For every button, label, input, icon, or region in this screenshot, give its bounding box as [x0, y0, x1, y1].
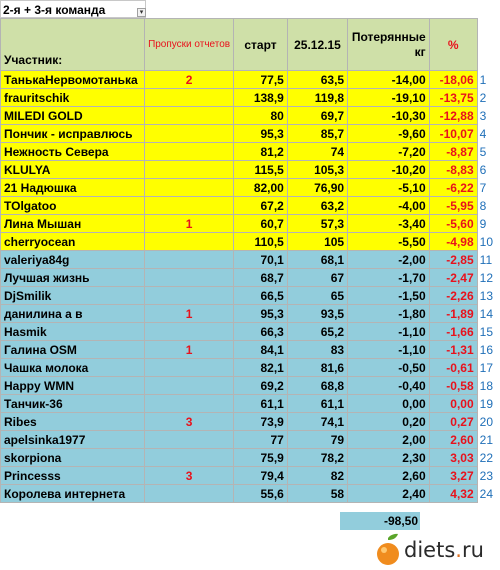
table-row — [1, 143, 500, 161]
header-date[interactable]: 25.12.15 — [287, 19, 347, 71]
cell-pct[interactable]: -2,47 — [429, 269, 477, 287]
watermark-tld: ru — [461, 538, 484, 562]
cell-start[interactable]: 77,5 — [234, 71, 288, 89]
cell-date[interactable]: 57,3 — [287, 215, 347, 233]
cell-pct[interactable]: -6,22 — [429, 179, 477, 197]
table-row — [1, 125, 500, 143]
table-row — [1, 449, 500, 467]
table-row — [1, 305, 500, 323]
cell-name[interactable]: Нежность Севера — [1, 143, 145, 161]
cell-date[interactable]: 81,6 — [287, 359, 347, 377]
cell-start[interactable]: 73,9 — [234, 413, 288, 431]
cell-lost[interactable]: -1,80 — [348, 305, 430, 323]
cell-rank[interactable]: 17 — [477, 359, 499, 377]
cell-start[interactable]: 60,7 — [234, 215, 288, 233]
cell-date[interactable]: 65 — [287, 287, 347, 305]
cell-name[interactable]: Пончик - исправлюсь — [1, 125, 145, 143]
cell-rank[interactable]: 24 — [477, 485, 499, 503]
watermark-text — [404, 538, 484, 562]
cell-date[interactable]: 119,8 — [287, 89, 347, 107]
cell-skips[interactable] — [145, 89, 234, 107]
header-pct[interactable]: % — [429, 19, 477, 71]
table-row — [1, 179, 500, 197]
cell-lost[interactable]: 2,40 — [348, 485, 430, 503]
cell-name[interactable]: Королева интернета — [1, 485, 145, 503]
cell-lost[interactable]: -9,60 — [348, 125, 430, 143]
cell-rank[interactable]: 15 — [477, 323, 499, 341]
header-skips[interactable]: Пропуски отчетов — [145, 19, 234, 71]
watermark-dot: . — [455, 538, 462, 562]
table-row — [1, 269, 500, 287]
cell-name[interactable]: данилина а в — [1, 305, 145, 323]
cell-start[interactable]: 68,7 — [234, 269, 288, 287]
cell-lost[interactable]: -19,10 — [348, 89, 430, 107]
cell-pct[interactable]: -12,88 — [429, 107, 477, 125]
cell-rank[interactable]: 1 — [477, 71, 499, 89]
cell-skips[interactable] — [145, 197, 234, 215]
cell-lost[interactable]: -10,20 — [348, 161, 430, 179]
table-row — [1, 233, 500, 251]
cell-skips[interactable]: 3 — [145, 413, 234, 431]
table-row — [1, 251, 500, 269]
cell-start[interactable]: 61,1 — [234, 395, 288, 413]
cell-lost[interactable]: -1,70 — [348, 269, 430, 287]
table-row — [1, 341, 500, 359]
cell-name[interactable]: Галина OSM — [1, 341, 145, 359]
cell-date[interactable]: 93,5 — [287, 305, 347, 323]
cell-pct[interactable]: -1,89 — [429, 305, 477, 323]
cell-date[interactable]: 74,1 — [287, 413, 347, 431]
cell-skips[interactable]: 1 — [145, 341, 234, 359]
cell-rank[interactable]: 23 — [477, 467, 499, 485]
cell-name[interactable]: TOlgatoo — [1, 197, 145, 215]
cell-pct[interactable]: -5,60 — [429, 215, 477, 233]
cell-lost[interactable]: -0,50 — [348, 359, 430, 377]
cell-start[interactable]: 95,3 — [234, 305, 288, 323]
table-row — [1, 377, 500, 395]
cell-name[interactable]: MILEDI GOLD — [1, 107, 145, 125]
cell-pct[interactable]: 0,00 — [429, 395, 477, 413]
cell-rank[interactable]: 9 — [477, 215, 499, 233]
header-name[interactable]: Участник: — [1, 19, 145, 71]
table-row — [1, 197, 500, 215]
cell-skips[interactable] — [145, 395, 234, 413]
apple-icon — [377, 543, 399, 565]
cell-name[interactable]: Happy WMN — [1, 377, 145, 395]
cell-skips[interactable] — [145, 251, 234, 269]
cell-pct[interactable]: -8,87 — [429, 143, 477, 161]
cell-date[interactable]: 67 — [287, 269, 347, 287]
cell-start[interactable]: 66,5 — [234, 287, 288, 305]
cell-pct[interactable]: -0,61 — [429, 359, 477, 377]
cell-rank[interactable]: 8 — [477, 197, 499, 215]
table-row — [1, 161, 500, 179]
cell-start[interactable]: 95,3 — [234, 125, 288, 143]
cell-pct[interactable]: -5,95 — [429, 197, 477, 215]
cell-lost[interactable]: 0,00 — [348, 395, 430, 413]
cell-skips[interactable] — [145, 269, 234, 287]
cell-rank[interactable]: 3 — [477, 107, 499, 125]
cell-lost[interactable]: -4,00 — [348, 197, 430, 215]
cell-pct[interactable]: 2,60 — [429, 431, 477, 449]
table-row — [1, 89, 500, 107]
cell-rank[interactable]: 22 — [477, 449, 499, 467]
cell-skips[interactable] — [145, 449, 234, 467]
cell-name[interactable]: apelsinka1977 — [1, 431, 145, 449]
cell-skips[interactable] — [145, 125, 234, 143]
cell-lost[interactable]: 0,20 — [348, 413, 430, 431]
cell-pct[interactable]: 3,03 — [429, 449, 477, 467]
cell-rank[interactable]: 19 — [477, 395, 499, 413]
cell-skips[interactable] — [145, 143, 234, 161]
table-row — [1, 215, 500, 233]
total-lost-cell[interactable]: -98,50 — [340, 512, 420, 530]
cell-name[interactable]: 21 Надюшка — [1, 179, 145, 197]
table-row — [1, 107, 500, 125]
table-row — [1, 359, 500, 377]
cell-pct[interactable]: -1,66 — [429, 323, 477, 341]
cell-name[interactable]: Лучшая жизнь — [1, 269, 145, 287]
table-row — [1, 395, 500, 413]
cell-date[interactable]: 63,2 — [287, 197, 347, 215]
cell-rank[interactable]: 16 — [477, 341, 499, 359]
cell-name[interactable]: Лина Мышан — [1, 215, 145, 233]
cell-name[interactable]: ТанькаНервомотанька — [1, 71, 145, 89]
cell-lost[interactable]: -5,50 — [348, 233, 430, 251]
cell-pct[interactable]: -2,26 — [429, 287, 477, 305]
cell-date[interactable]: 65,2 — [287, 323, 347, 341]
cell-name[interactable]: Ribes — [1, 413, 145, 431]
cell-name[interactable]: Hasmik — [1, 323, 145, 341]
cell-pct[interactable]: -4,98 — [429, 233, 477, 251]
cell-skips[interactable] — [145, 377, 234, 395]
cell-pct[interactable]: -13,75 — [429, 89, 477, 107]
cell-skips[interactable]: 1 — [145, 305, 234, 323]
table-row — [1, 431, 500, 449]
cell-pct[interactable]: -2,85 — [429, 251, 477, 269]
results-table — [0, 18, 500, 503]
cell-lost[interactable]: -3,40 — [348, 215, 430, 233]
cell-lost[interactable]: -0,40 — [348, 377, 430, 395]
cell-name[interactable]: frauritschik — [1, 89, 145, 107]
cell-start[interactable]: 79,4 — [234, 467, 288, 485]
cell-lost[interactable]: -14,00 — [348, 71, 430, 89]
cell-start[interactable]: 115,5 — [234, 161, 288, 179]
sheet-title[interactable]: 2-я + 3-я команда — [0, 0, 146, 18]
cell-date[interactable]: 61,1 — [287, 395, 347, 413]
cell-start[interactable]: 82,1 — [234, 359, 288, 377]
cell-start[interactable]: 67,2 — [234, 197, 288, 215]
cell-start[interactable]: 84,1 — [234, 341, 288, 359]
cell-skips[interactable] — [145, 485, 234, 503]
header-row — [1, 19, 500, 71]
cell-skips[interactable] — [145, 107, 234, 125]
cell-lost[interactable]: -1,50 — [348, 287, 430, 305]
cell-start[interactable]: 55,6 — [234, 485, 288, 503]
cell-pct[interactable]: -8,83 — [429, 161, 477, 179]
cell-skips[interactable]: 1 — [145, 215, 234, 233]
cell-start[interactable]: 70,1 — [234, 251, 288, 269]
cell-start[interactable]: 110,5 — [234, 233, 288, 251]
cell-date[interactable]: 68,8 — [287, 377, 347, 395]
cell-name[interactable]: Чашка молока — [1, 359, 145, 377]
cell-skips[interactable] — [145, 161, 234, 179]
cell-lost[interactable]: -1,10 — [348, 341, 430, 359]
cell-start[interactable]: 138,9 — [234, 89, 288, 107]
cell-rank[interactable]: 18 — [477, 377, 499, 395]
cell-name[interactable]: valeriya84g — [1, 251, 145, 269]
filter-dropdown-icon[interactable]: ▾ — [137, 8, 146, 17]
cell-lost[interactable]: 2,60 — [348, 467, 430, 485]
cell-date[interactable]: 58 — [287, 485, 347, 503]
cell-pct[interactable]: -10,07 — [429, 125, 477, 143]
cell-skips[interactable] — [145, 359, 234, 377]
cell-start[interactable]: 81,2 — [234, 143, 288, 161]
cell-date[interactable]: 105 — [287, 233, 347, 251]
header-lost[interactable]: Потерянные кг — [348, 19, 430, 71]
header-rank-empty — [477, 19, 499, 71]
cell-lost[interactable]: -2,00 — [348, 251, 430, 269]
apple-leaf-icon — [388, 534, 398, 540]
header-start[interactable]: старт — [234, 19, 288, 71]
cell-date[interactable]: 79 — [287, 431, 347, 449]
cell-start[interactable]: 82,00 — [234, 179, 288, 197]
cell-date[interactable]: 85,7 — [287, 125, 347, 143]
cell-date[interactable]: 69,7 — [287, 107, 347, 125]
cell-lost[interactable]: -5,10 — [348, 179, 430, 197]
table-row — [1, 71, 500, 89]
cell-start[interactable]: 77 — [234, 431, 288, 449]
cell-pct[interactable]: -18,06 — [429, 71, 477, 89]
cell-date[interactable]: 105,3 — [287, 161, 347, 179]
cell-name[interactable]: DjSmilik — [1, 287, 145, 305]
cell-pct[interactable]: 3,27 — [429, 467, 477, 485]
cell-pct[interactable]: -1,31 — [429, 341, 477, 359]
cell-rank[interactable]: 21 — [477, 431, 499, 449]
cell-name[interactable]: KLULYA — [1, 161, 145, 179]
cell-skips[interactable]: 3 — [145, 467, 234, 485]
cell-rank[interactable]: 20 — [477, 413, 499, 431]
cell-skips[interactable]: 2 — [145, 71, 234, 89]
cell-name[interactable]: Princesss — [1, 467, 145, 485]
cell-date[interactable]: 78,2 — [287, 449, 347, 467]
cell-date[interactable]: 76,90 — [287, 179, 347, 197]
table-row — [1, 287, 500, 305]
cell-rank[interactable]: 6 — [477, 161, 499, 179]
cell-rank[interactable]: 4 — [477, 125, 499, 143]
cell-name[interactable]: skorpiona — [1, 449, 145, 467]
cell-rank[interactable]: 5 — [477, 143, 499, 161]
cell-lost[interactable]: -1,10 — [348, 323, 430, 341]
cell-date[interactable]: 63,5 — [287, 71, 347, 89]
cell-rank[interactable]: 7 — [477, 179, 499, 197]
cell-start[interactable]: 69,2 — [234, 377, 288, 395]
cell-name[interactable]: cherryocean — [1, 233, 145, 251]
cell-rank[interactable]: 10 — [477, 233, 499, 251]
cell-date[interactable]: 82 — [287, 467, 347, 485]
table-row — [1, 323, 500, 341]
cell-rank[interactable]: 14 — [477, 305, 499, 323]
cell-rank[interactable]: 2 — [477, 89, 499, 107]
table-row — [1, 467, 500, 485]
cell-name[interactable]: Танчик-36 — [1, 395, 145, 413]
cell-pct[interactable]: -0,58 — [429, 377, 477, 395]
cell-pct[interactable]: 4,32 — [429, 485, 477, 503]
cell-start[interactable]: 75,9 — [234, 449, 288, 467]
watermark-site: diets — [404, 538, 456, 562]
cell-skips[interactable] — [145, 179, 234, 197]
cell-start[interactable]: 66,3 — [234, 323, 288, 341]
cell-start[interactable]: 80 — [234, 107, 288, 125]
cell-skips[interactable] — [145, 287, 234, 305]
table-row — [1, 485, 500, 503]
cell-rank[interactable]: 12 — [477, 269, 499, 287]
cell-lost[interactable]: 2,30 — [348, 449, 430, 467]
cell-rank[interactable]: 11 — [477, 251, 499, 269]
cell-date[interactable]: 74 — [287, 143, 347, 161]
cell-skips[interactable] — [145, 323, 234, 341]
cell-skips[interactable] — [145, 233, 234, 251]
cell-date[interactable]: 83 — [287, 341, 347, 359]
cell-skips[interactable] — [145, 431, 234, 449]
cell-lost[interactable]: -10,30 — [348, 107, 430, 125]
table-row — [1, 413, 500, 431]
cell-lost[interactable]: -7,20 — [348, 143, 430, 161]
cell-rank[interactable]: 13 — [477, 287, 499, 305]
cell-date[interactable]: 68,1 — [287, 251, 347, 269]
cell-pct[interactable]: 0,27 — [429, 413, 477, 431]
cell-lost[interactable]: 2,00 — [348, 431, 430, 449]
